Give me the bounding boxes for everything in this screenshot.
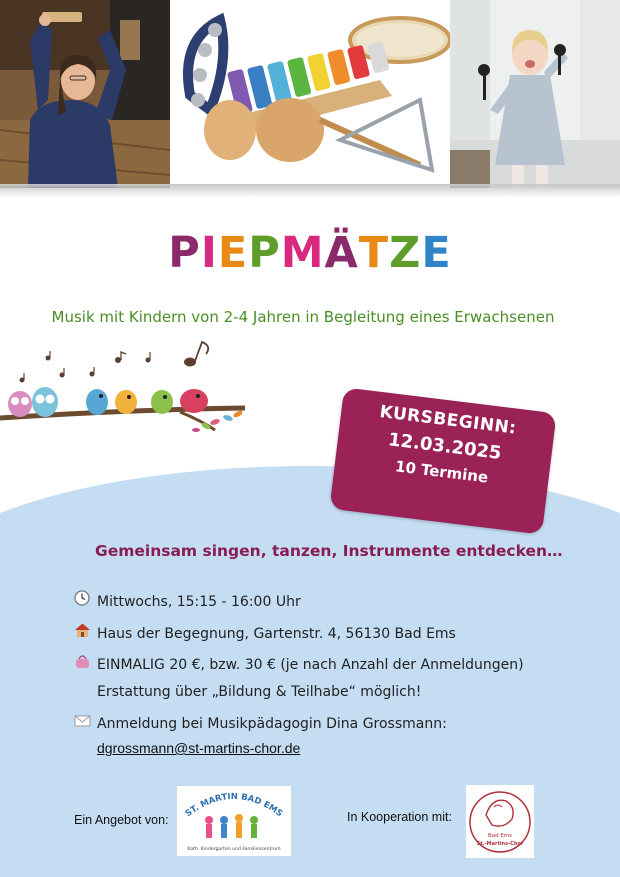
offer-label: Ein Angebot von: [74, 813, 169, 827]
purse-icon [72, 653, 92, 673]
photo-instruments [170, 0, 450, 188]
subtitle: Musik mit Kindern von 2-4 Jahren in Begleitung eines Erwachsenen [51, 308, 555, 326]
badge-sessions: 10 Termine [394, 457, 490, 487]
badge-label: KURSBEGINN: [378, 401, 518, 439]
svg-text:Kath. Kindergarten und Familie: Kath. Kindergarten und Familienzentrum [187, 847, 281, 852]
tagline: Gemeinsam singen, tanzen, Instrumente entdecken… [95, 542, 563, 560]
title-letter: E [217, 228, 249, 278]
photo-girl-with-maracas [450, 0, 620, 188]
st-martins-chor-logo [466, 785, 534, 858]
title-letter: P [168, 228, 201, 278]
photo-woman-with-instrument [0, 0, 170, 188]
info-time: Mittwochs, 15:15 - 16:00 Uhr [72, 590, 301, 610]
info-registration: Anmeldung bei Musikpädagogin Dina Grossmann: [72, 714, 447, 732]
svg-text:St.-Martins-Chor: St.-Martins-Chor [476, 841, 524, 847]
title-letter: I [200, 228, 218, 278]
birds-on-branch-illustration [0, 338, 260, 438]
title-letter: E [421, 228, 452, 278]
title-letter: P [248, 228, 281, 278]
info-price: EINMALIG 20 €, bzw. 30 € (je nach Anzahl der Anmeldungen) [72, 653, 524, 673]
house-icon [72, 622, 92, 642]
email-link[interactable]: dgrossmann@st-martins-chor.de [97, 740, 301, 756]
cooperation-label: In Kooperation mit: [347, 810, 452, 824]
refund-note: Erstattung über „Bildung & Teilhabe“ möglich! [97, 684, 422, 700]
title-letter: T [358, 228, 390, 278]
clock-icon [72, 590, 92, 610]
badge-date: 12.03.2025 [386, 429, 503, 464]
info-location: Haus der Begegnung, Gartenstr. 4, 56130 Bad Ems [72, 622, 456, 642]
title-letter: Z [389, 228, 422, 278]
svg-text:Bad Ems: Bad Ems [487, 833, 513, 839]
title-letter: Ä [324, 228, 359, 278]
envelope-icon [72, 714, 92, 732]
kita-st-martin-logo [177, 786, 291, 856]
svg-text:ST. MARTIN BAD EMS: ST. MARTIN BAD EMS [183, 791, 285, 820]
header-photo-strip [0, 0, 620, 188]
course-start-badge [329, 387, 556, 534]
title-letter: M [280, 228, 325, 278]
page-title [0, 228, 620, 278]
